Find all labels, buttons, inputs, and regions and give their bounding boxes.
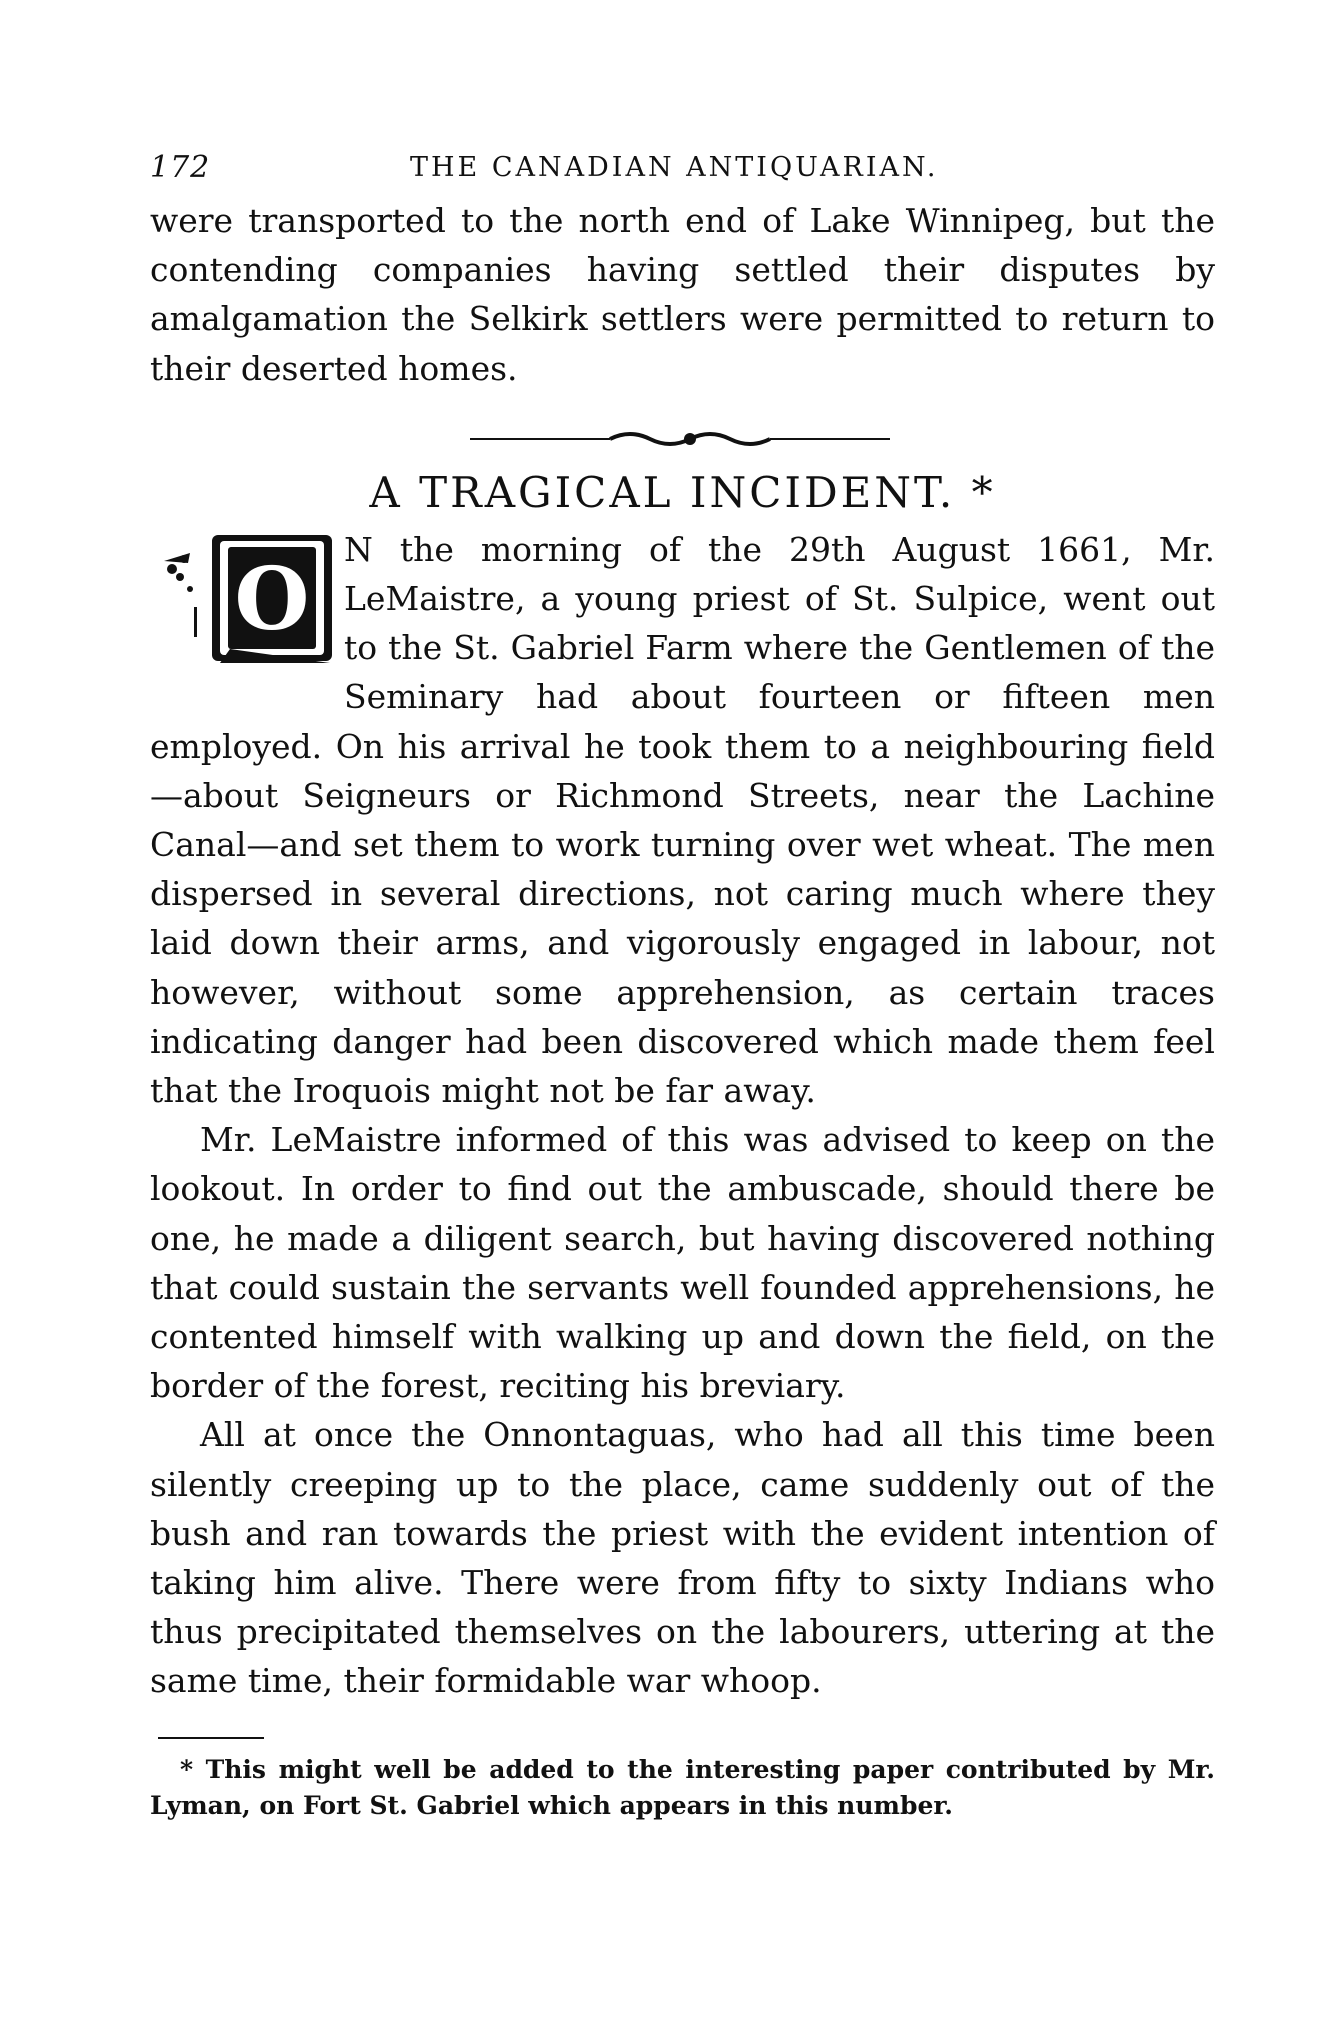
running-head	[150, 140, 1215, 196]
divider-ornament-icon	[150, 427, 1215, 451]
drop-cap	[150, 531, 340, 673]
footnote	[150, 1752, 1215, 1824]
footnote-divider-icon	[158, 1728, 268, 1744]
page-number: 172	[150, 150, 211, 185]
page	[150, 140, 1215, 1824]
footnote-text: * This might well be added to the interesting paper contributed by Mr. Lyman, on Fort St. Gabriel which appears in this number.	[150, 1754, 1215, 1820]
footnote-rule	[158, 1728, 1215, 1744]
paragraph-2: Mr. LeMaistre informed of this was advised to keep on the lookout. In order to find out the ambuscade, should there be one, he made a diligent search, but having discovered nothing that could sustain the servants well founded apprehensions, he contented himself with walking up and down the field, on the border of the forest, reciting his breviary.	[150, 1120, 1215, 1406]
paragraph-1: N the morning of the 29th August 1661, Mr. LeMaistre, a young priest of St. Sulpice, went out to the St. Gabriel Farm where the Gentlemen of the Seminary had about fourteen or fifteen men employed. On his arrival he took them to a neighbouring field—about Seigneurs or Richmond Streets, near the Lachine Canal—and set them to work turning over wet wheat. The men dispersed in several directions, not caring much where they laid down their arms, and vigorously engaged in labour, not however, without some apprehension, as certain traces indicating danger had been discovered which made them feel that the Iroquois might not be far away.	[150, 529, 1215, 1111]
continuation-paragraph: were transported to the north end of Lake Winnipeg, but the contending companies having settled their disputes by amalgamation the Selkirk settlers were permitted to return to their deserted homes.	[150, 201, 1215, 388]
paragraph-3: All at once the Onnontaguas, who had all this time been silently creeping up to the place, came suddenly out of the bush and ran towards the priest with the evident intention of taking him alive. There were from fifty to sixty Indians who thus precipitated themselves on the labourers, uttering at the same time, their formidable war whoop.	[150, 1415, 1215, 1701]
drop-cap-letter: O	[234, 548, 310, 650]
section-title-text: A TRAGICAL INCIDENT.	[369, 467, 956, 517]
journal-title: THE CANADIAN ANTIQUARIAN.	[410, 152, 939, 183]
drop-cap-ornament-icon	[150, 531, 340, 673]
section-title	[150, 465, 1215, 521]
footnote-marker: *	[971, 467, 996, 517]
ornamental-divider	[150, 427, 1215, 451]
